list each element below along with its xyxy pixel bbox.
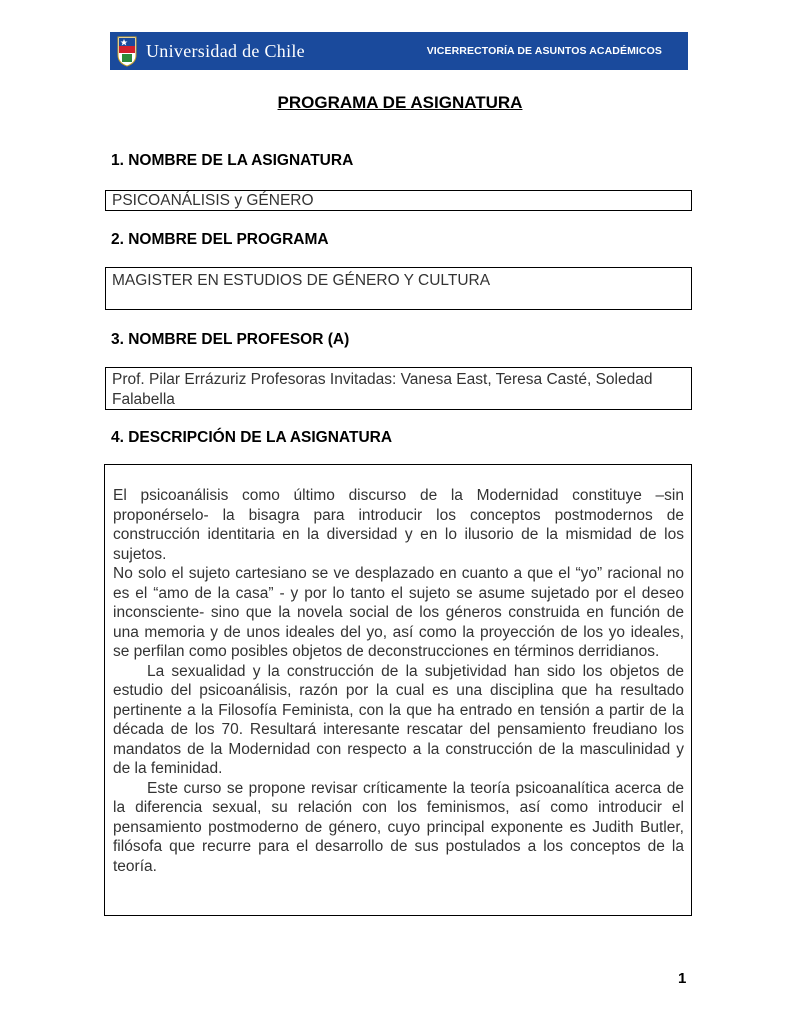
professor-box <box>105 367 692 410</box>
course-name-box <box>105 190 692 211</box>
description-paragraph: El psicoanálisis como último discurso de la Modernidad constituye –sin proponérselo- la bisagra para introducir los conceptos postmodernos de construcción identitaria en la diversidad y en lo ilusorio de la mismidad de los sujetos. <box>113 487 684 563</box>
course-name: PSICOANÁLISIS y GÉNERO <box>112 192 314 209</box>
section-heading-2: 2. NOMBRE DEL PROGRAMA <box>111 231 329 248</box>
header-banner <box>110 32 688 70</box>
section-heading-4: 4. DESCRIPCIÓN DE LA ASIGNATURA <box>111 429 393 446</box>
university-name: Universidad de Chile <box>146 41 305 61</box>
description-paragraph: No solo el sujeto cartesiano se ve desplazado en cuanto a que el “yo” racional no es el “amo de la casa” - y por lo tanto el sujeto se asume sujetado por el deseo inconsciente- sino que la novela social de los géneros construida en función de una memoria y de unos ideales del yo, así como la proyección de los yo ideales, se perfilan como posibles objetos de deconstrucciones en términos derridianos. <box>113 565 684 660</box>
office-name: VICERRECTORÍA DE ASUNTOS ACADÉMICOS <box>426 45 662 57</box>
description-box <box>104 464 692 916</box>
section-heading-3: 3. NOMBRE DEL PROFESOR (A) <box>111 331 350 348</box>
university-seal-icon <box>116 35 138 67</box>
description-paragraph: La sexualidad y la construcción de la subjetividad han sido los objetos de estudio del psicoanálisis, razón por la cual es una disciplina que ha resultado pertinente a la Filosofía Feminista, con la que ha entrado en tensión a partir de la década de los 70. Resultará interesante rescatar del pensamiento freudiano los mandatos de la Modernidad con respecto a la construcción de la masculinidad y de la feminidad. <box>113 662 684 777</box>
program-name: MAGISTER EN ESTUDIOS DE GÉNERO Y CULTURA <box>112 272 491 289</box>
description-paragraph: Este curso se propone revisar críticamente la teoría psicoanalítica acerca de la diferencia sexual, su relación con los feminismos, así como introducir el pensamiento postmoderno de género, cuyo principal exponente es Judith Butler, filósofa que recurre para el desarrollo de sus postulados a los conceptos de la teoría. <box>113 779 684 875</box>
program-name-box <box>105 267 692 310</box>
professor-names: Prof. Pilar Errázuriz Profesoras Invitadas: Vanesa East, Teresa Casté, Soledad Falabella <box>112 371 653 408</box>
section-heading-1: 1. NOMBRE DE LA ASIGNATURA <box>111 152 354 169</box>
page-number: 1 <box>678 970 687 987</box>
page-title: PROGRAMA DE ASIGNATURA <box>277 93 523 112</box>
